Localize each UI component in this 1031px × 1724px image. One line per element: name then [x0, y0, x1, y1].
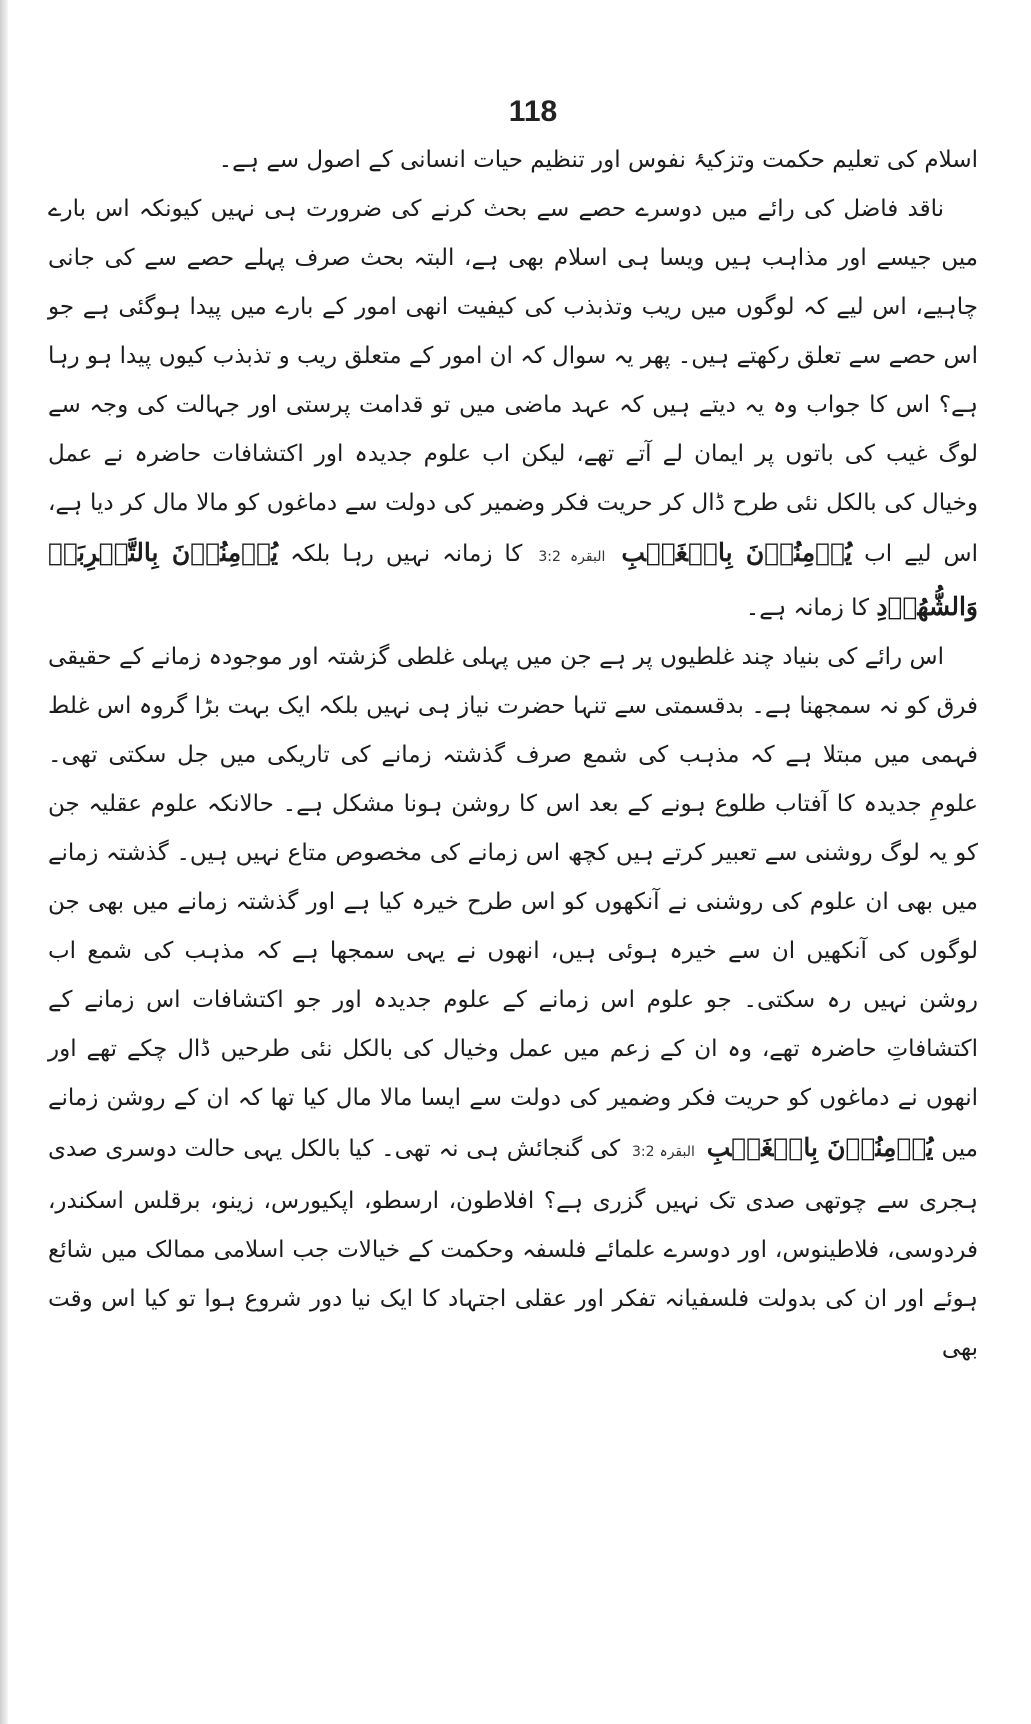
book-page — [48, 92, 978, 1373]
paragraph-3 — [48, 633, 978, 1373]
paragraph-3-text-after-verse: کی گنجائش ہی نہ تھی۔ کیا بالکل یہی حالت دوسری صدی ہجری سے چوتھی صدی تک نہیں گزری ہے؟ افلاطون، ارسطو، اپکیورس، زینو، برقلس اسکندر، فردوسی، فلاطینوس، اور دوسرے علمائے فلسفہ وحکمت کے خیالات جب اسلامی ممالک میں شائع ہوئے اور ان کی بدولت فلسفیانہ تفکر اور عقلی اجتہاد کا ایک نیا دور شروع ہوا تو کیا اس وقت بھی — [48, 1136, 978, 1361]
paragraph-2-text-between: کا زمانہ نہیں رہا بلکہ — [290, 541, 523, 567]
paragraph-2 — [48, 185, 978, 633]
paragraph-1-text: اسلام کی تعلیم حکمت وتزکیۂ نفوس اور تنظیم حیات انسانی کے اصول سے ہے۔ — [218, 147, 978, 173]
paragraph-1 — [48, 136, 978, 185]
paragraph-2-text-before-verse: ناقد فاضل کی رائے میں دوسرے حصے سے بحث کرنے کی ضرورت ہی نہیں کیونکہ اس بارے میں جیسے اور مذاہب ہیں ویسا ہی اسلام بھی ہے، البتہ بحث صرف پہلے حصے سے کی جانی چاہیے، اس لیے کہ لوگوں میں ریب وتذبذب کی کیفیت انھی امور کے بارے میں پیدا ہوگئی ہے جو اس حصے سے تعلق رکھتے ہیں۔ پھر یہ سوال کہ ان امور کے متعلق ریب و تذبذب کیوں پیدا ہو رہا ہے؟ اس کا جواب وہ یہ دیتے ہیں کہ عہد ماضی میں تو قدامت پرستی اور جہالت کی وجہ سے لوگ غیب کی باتوں پر ایمان لے آتے تھے، لیکن اب علوم جدیدہ اور اکتشافات حاضرہ نے عمل وخیال کی بالکل نئی طرح ڈال کر حریت فکر وضمیر کی دولت سے دماغوں کو مالا مال کر دیا ہے، اس لیے اب — [48, 196, 978, 567]
body-text — [48, 136, 978, 1373]
scan-edge — [0, 0, 8, 1724]
verse-yuminoona-bit-tajriba: یُؤۡمِنُوۡنَ بِالتَّجۡرِبَۃِ وَالشُّھُوۡدِ — [48, 538, 978, 621]
verse-reference: البقرہ 3:2 — [538, 549, 606, 565]
verse-reference-2: البقرہ 3:2 — [632, 1144, 695, 1160]
quran-verse-yuminoona-bil-ghaib-2: یُؤۡمِنُوۡنَ بِالۡغَیۡبِ — [706, 1133, 934, 1162]
quran-verse-yuminoona-bil-ghaib: یُؤۡمِنُوۡنَ بِالۡغَیۡبِ — [621, 538, 853, 567]
paragraph-3-text-before-verse: اس رائے کی بنیاد چند غلطیوں پر ہے جن میں پہلی غلطی گزشتہ اور موجودہ زمانے کے حقیقی فرق کو نہ سمجھنا ہے۔ بدقسمتی سے تنہا حضرت نیاز ہی نہیں بلکہ ایک بہت بڑا گروہ اس غلط فہمی میں مبتلا ہے کہ مذہب کی شمع صرف گذشتہ زمانے کی تاریکی میں جل سکتی تھی۔ علومِ جدیدہ کا آفتاب طلوع ہونے کے بعد اس کا روشن ہونا مشکل ہے۔ حالانکہ علوم عقلیہ جن کو یہ لوگ روشنی سے تعبیر کرتے ہیں کچھ اس زمانے کی مخصوص متاع نہیں ہیں۔ گذشتہ زمانے میں بھی ان علوم کی روشنی نے آنکھوں کو اس طرح خیرہ کیا ہے اور گذشتہ زمانے میں بھی جن لوگوں کی آنکھیں ان سے خیرہ ہوئی ہیں، انھوں نے یہی سمجھا ہے کہ مذہب کی شمع اب روشن نہیں رہ سکتی۔ جو علوم اس زمانے کے علوم جدیدہ اور جو اکتشافات اس زمانے کے اکتشافاتِ حاضرہ تھے، وہ ان کے زعم میں عمل وخیال کی بالکل نئی طرحیں ڈال چکے تھے اور انھوں نے دماغوں کو حریت فکر وضمیر کی دولت سے ایسا مالا مال کیا تھا کہ ان کے روشن زمانے میں — [48, 644, 979, 1162]
paragraph-2-text-after: کا زمانہ ہے۔ — [745, 595, 870, 621]
page-number: 118 — [508, 95, 558, 128]
